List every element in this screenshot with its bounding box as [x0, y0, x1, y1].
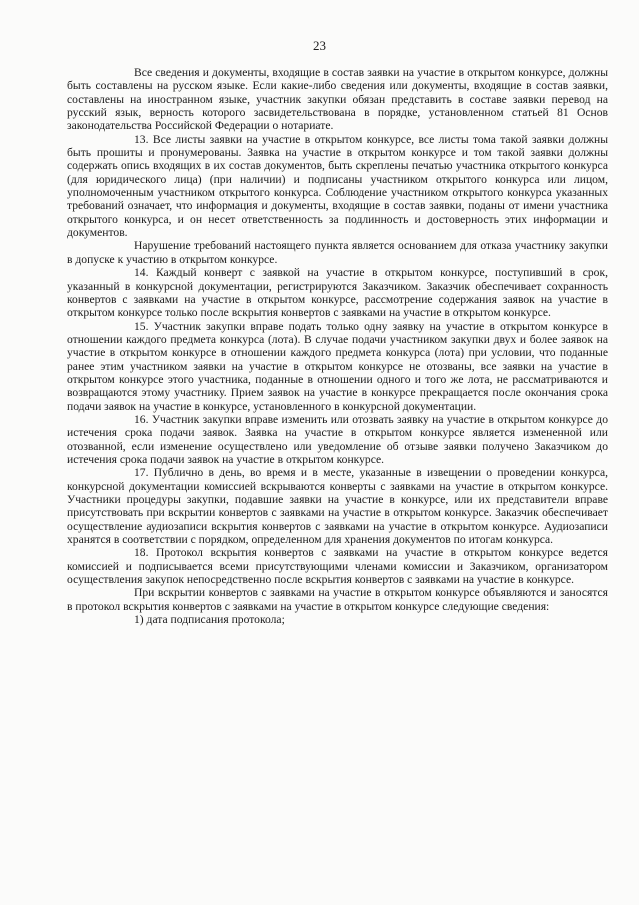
list-item-1: 1) дата подписания протокола;	[134, 613, 285, 627]
paragraph-violation: Нарушение требований настоящего пункта является основанием для отказа участнику закупки в допуске к участию в открытом конкурсе.	[67, 239, 608, 266]
paragraph-17: 17. Публично в день, во время и в месте, указанные в извещении о проведении конкурса, конкурсной документации комиссией вскрываются конверты с заявками на участие в открытом конкурсе. Участники процедуры закупки, подавшие заявки на участие в конкурсе, или их представители вправе присутствовать при вскрытии конвертов с заявками на участие в открытом конкурсе. Заказчик обеспечивает осуществление аудиозаписи вскрытия конвертов с заявками на участие в открытом конкурсе. Аудиозаписи хранятся в соответствии с порядком, определенном для хранения документов по итогам конкурса.	[67, 466, 608, 547]
paragraph-opening-info: При вскрытии конвертов с заявками на участие в открытом конкурсе объявляются и заносятся в протокол вскрытия конвертов с заявками на участие в открытом конкурсе следующие сведения:	[67, 586, 608, 613]
paragraph-16: 16. Участник закупки вправе изменить или отозвать заявку на участие в открытом конкурсе до истечения срока подачи заявок. Заявка на участие в открытом конкурсе является измененной или отозванной, если изменение осуществлено или уведомление об отзыве заявки получено Заказчиком до истечения срока подачи заявок на участие в открытом конкурсе.	[67, 412, 608, 466]
paragraph-14: 14. Каждый конверт с заявкой на участие в открытом конкурсе, поступивший в срок, указанный в конкурсной документации, регистрируются Заказчиком. Заказчик обеспечивает сохранность конвертов с заявками на участие в открытом конкурсе, рассмотрение содержания заявок на участие в открытом конкурсе только после вскрытия конвертов с заявками на участие в открытом конкурсе.	[67, 266, 608, 320]
paragraph-15: 15. Участник закупки вправе подать только одну заявку на участие в открытом конкурсе в отношении каждого предмета конкурса (лота). В случае подачи участником закупки двух и более заявок на участие в открытом конкурсе в отношении каждого предмета конкурса (лота) при условии, что поданные ранее этим участником заявки на участие в открытом конкурсе не отозваны, все заявки на участие в открытом конкурсе этого участника, поданные в отношении одного и того же лота, не рассматриваются и возвращаются этому участнику. Прием заявок на участие в конкурсе прекращается после окончания срока подачи заявок на участие в конкурсе, установленного в конкурсной документации.	[67, 319, 608, 413]
page-number: 23	[313, 38, 326, 53]
paragraph-18: 18. Протокол вскрытия конвертов с заявками на участие в открытом конкурсе ведется комиссией и подписывается всеми присутствующими членами комиссии и Заказчиком, организатором осуществления закупок непосредственно после вскрытия конвертов с заявками на участие в конкурсе.	[67, 546, 608, 587]
paragraph-13: 13. Все листы заявки на участие в открытом конкурсе, все листы тома такой заявки должны быть прошиты и пронумерованы. Заявка на участие в открытом конкурсе и том такой заявки должны содержать опись входящих в их состав документов, быть скреплены печатью участника открытого конкурса (для юридического лица) (при наличии) и подписаны участником открытого конкурса или лицом, уполномоченным участником открытого конкурса. Соблюдение участником открытого конкурса указанных требований означает, что информация и документы, входящие в состав заявки, поданы от имени участника открытого конкурса, и он несет ответственность за подлинность и достоверность этих информации и документов.	[67, 132, 608, 240]
body-text	[67, 66, 608, 626]
paragraph-documents-language: Все сведения и документы, входящие в состав заявки на участие в открытом конкурсе, должны быть составлены на русском языке. Если какие-либо сведения или документы, входящие в состав заявки, составлены на иностранном языке, участник закупки обязан представить в составе заявки перевод на русский язык, верность которого засвидетельствована в порядке, установленном статьей 81 Основ законодательства Российской Федерации о нотариате.	[67, 66, 608, 133]
